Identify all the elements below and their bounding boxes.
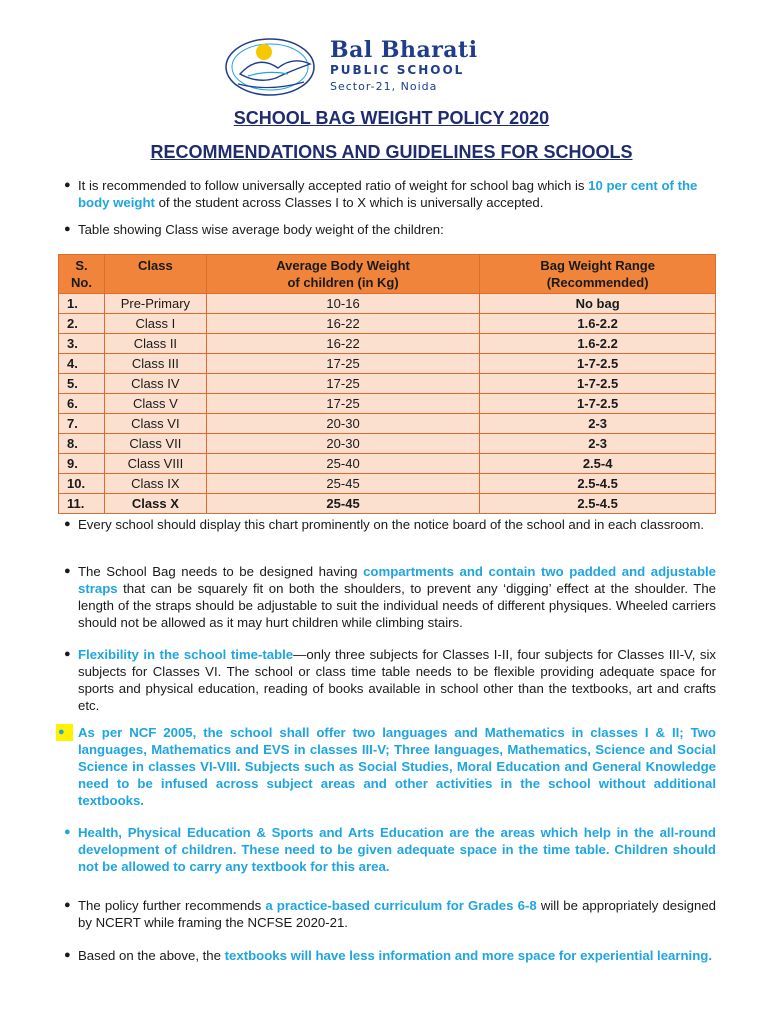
school-name: Bal Bharati	[330, 37, 478, 63]
row-bag-weight: 2.5-4.5	[480, 494, 716, 514]
row-class: Class V	[104, 394, 206, 414]
bag-design-highlight: compartments and contain two padded and adjustable straps	[78, 564, 717, 596]
table-intro-text: Table showing Class wise average body weight of the children:	[78, 222, 444, 237]
intro-text-end: of the student across Classes I to X which is universally accepted.	[154, 195, 544, 210]
page-subtitle: RECOMMENDATIONS AND GUIDELINES FOR SCHOOLS	[150, 142, 633, 162]
page-title: SCHOOL BAG WEIGHT POLICY 2020	[233, 108, 550, 128]
intro-paragraph-2	[64, 221, 716, 238]
bullet-icon: ●	[64, 565, 71, 577]
ncf-paragraph	[58, 724, 716, 809]
intro-highlight: 10 per cent of the body weight	[78, 178, 698, 210]
row-avg-weight: 16-22	[206, 334, 479, 354]
bag-weight-table	[58, 254, 716, 514]
row-avg-weight: 25-45	[206, 474, 479, 494]
bullet-icon: ●	[56, 724, 73, 741]
intro-paragraph-1	[64, 177, 716, 211]
row-bag-weight: 2-3	[480, 434, 716, 454]
row-bag-weight: 1.6-2.2	[480, 314, 716, 334]
table-row	[59, 434, 716, 454]
row-bag-weight: 1.6-2.2	[480, 334, 716, 354]
table-row	[59, 394, 716, 414]
row-class: Class VII	[104, 434, 206, 454]
row-class: Class IV	[104, 374, 206, 394]
table-row	[59, 414, 716, 434]
row-sno: 5.	[59, 374, 105, 394]
bullet-icon: ●	[64, 223, 71, 235]
header-avg-weight: Average Body Weight of children (in Kg)	[206, 255, 479, 294]
row-sno: 3.	[59, 334, 105, 354]
timetable-paragraph: ● Flexibility in the school time-table—only three subjects for Classes I-II, four subjects for Classes III-V, six subjects for Classes VI. The school or class time table needs to be flexible providing adequate space for sports and physical education, reading of books available in school other than the textbooks, art and crafts etc.	[64, 647, 716, 713]
health-paragraph	[64, 824, 716, 875]
notice-board-text: Every school should display this chart prominently on the notice board of the school and in each classroom.	[78, 517, 705, 532]
row-avg-weight: 17-25	[206, 394, 479, 414]
row-avg-weight: 10-16	[206, 294, 479, 314]
row-avg-weight: 17-25	[206, 374, 479, 394]
intro-text: It is recommended to follow universally accepted ratio of weight for school bag which is	[78, 178, 589, 193]
row-sno: 1.	[59, 294, 105, 314]
table-row	[59, 374, 716, 394]
bullet-icon: ●	[64, 179, 71, 191]
row-sno: 4.	[59, 354, 105, 374]
row-avg-weight: 16-22	[206, 314, 479, 334]
row-bag-weight: No bag	[480, 294, 716, 314]
curriculum-paragraph: ● The policy further recommends a practice-based curriculum for Grades 6-8 will be appropriately designed by NCERT while framing the NCFSE 2020-21.	[64, 898, 716, 930]
curriculum-highlight: a practice-based curriculum for Grades 6-8	[265, 898, 537, 913]
row-class: Class II	[104, 334, 206, 354]
row-avg-weight: 20-30	[206, 414, 479, 434]
row-class: Class VIII	[104, 454, 206, 474]
row-sno: 8.	[59, 434, 105, 454]
school-emblem-icon	[218, 34, 328, 100]
table-row	[59, 354, 716, 374]
bag-design-paragraph: ● The School Bag needs to be designed having compartments and contain two padded and adjustable straps that can be squarely fit on both the shoulders, to prevent any ‘digging’ effect at the shoulder. The length of the straps should be adjustable to suit the individual needs of different physiques. Wheeled carriers should not be allowed as it may hurt children while climbing stairs.	[64, 564, 717, 630]
health-text: Health, Physical Education & Sports and Arts Education are the areas which help in the all-round development of children. These need to be given adequate space in the time table. Children should not be allowed to carry any textbook for this area.	[78, 825, 716, 874]
textbooks-highlight: textbooks will have less information and more space for experiential learning.	[224, 948, 712, 963]
row-class: Class X	[104, 494, 206, 514]
school-location: Sector-21, Noida	[330, 80, 438, 93]
row-class: Class VI	[104, 414, 206, 434]
row-sno: 7.	[59, 414, 105, 434]
row-sno: 11.	[59, 494, 105, 514]
school-logo	[218, 34, 508, 100]
bullet-icon: ●	[64, 648, 71, 660]
table-row	[59, 474, 716, 494]
row-bag-weight: 2.5-4	[480, 454, 716, 474]
row-bag-weight: 1-7-2.5	[480, 394, 716, 414]
row-sno: 6.	[59, 394, 105, 414]
row-avg-weight: 25-40	[206, 454, 479, 474]
row-class: Class I	[104, 314, 206, 334]
table-row	[59, 454, 716, 474]
row-class: Pre-Primary	[104, 294, 206, 314]
bullet-icon: ●	[64, 826, 71, 838]
row-sno: 9.	[59, 454, 105, 474]
bullet-icon: ●	[64, 518, 71, 530]
school-subname: PUBLIC SCHOOL	[330, 63, 465, 77]
row-sno: 2.	[59, 314, 105, 334]
row-class: Class III	[104, 354, 206, 374]
header-sno: S. No.	[59, 255, 105, 294]
row-avg-weight: 20-30	[206, 434, 479, 454]
header-class: Class	[104, 255, 206, 294]
textbooks-paragraph: ● Based on the above, the textbooks will have less information and more space for experiential learning.	[64, 948, 712, 963]
row-bag-weight: 2-3	[480, 414, 716, 434]
table-row	[59, 334, 716, 354]
table-header-row	[59, 255, 716, 294]
table-row	[59, 314, 716, 334]
table-row	[59, 294, 716, 314]
notice-board-paragraph	[64, 516, 716, 533]
row-avg-weight: 25-45	[206, 494, 479, 514]
header-bag-weight: Bag Weight Range (Recommended)	[480, 255, 716, 294]
row-bag-weight: 1-7-2.5	[480, 374, 716, 394]
bullet-icon: ●	[64, 899, 71, 911]
bullet-icon: ●	[64, 949, 71, 961]
row-bag-weight: 2.5-4.5	[480, 474, 716, 494]
timetable-highlight: Flexibility in the school time-table	[78, 647, 294, 662]
row-sno: 10.	[59, 474, 105, 494]
table-row	[59, 494, 716, 514]
row-bag-weight: 1-7-2.5	[480, 354, 716, 374]
row-class: Class IX	[104, 474, 206, 494]
ncf-text: As per NCF 2005, the school shall offer two languages and Mathematics in classes I & II; Two languages, Mathematics and EVS in classes III-V; Three languages, Mathematics, Science and Social Science in classes VI-VIII. Subjects such as Social Studies, Moral Education and General Knowledge need to be infused across subject areas and other activities in the school without additional textbooks.	[78, 725, 716, 808]
row-avg-weight: 17-25	[206, 354, 479, 374]
